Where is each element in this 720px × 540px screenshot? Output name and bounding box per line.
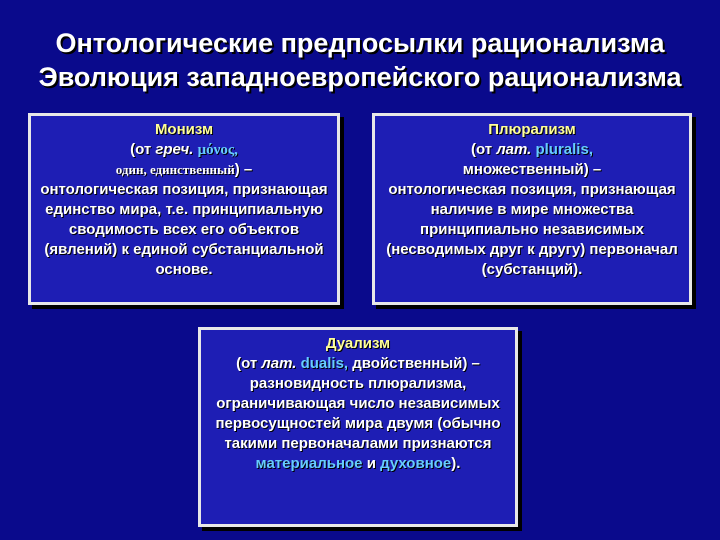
dualism-from-prefix: (от: [236, 355, 258, 372]
dualism-word: dualis,: [300, 355, 349, 372]
pluralism-card: [372, 113, 692, 305]
dualism-translation: двойственный) –: [352, 355, 480, 372]
pluralism-word: pluralis,: [535, 141, 593, 158]
pluralism-lang: лат.: [496, 141, 532, 158]
pluralism-title: Плюрализм: [488, 121, 576, 138]
dualism-body: разновидность плюрализма, ограничивающая число независимых первосущностей мира двумя (обычно такими первоначалами признаются: [215, 375, 501, 452]
pluralism-body: онтологическая позиция, признающая наличие в мире множества принципиально независимых (несводимых друг к другу) первоначал (субстанций).: [386, 181, 678, 278]
page-title: Онтологические предпосылки рационализма: [55, 28, 665, 58]
page-subtitle: Эволюция западноевропейского рационализма: [38, 62, 682, 92]
dualism-body-text: [207, 374, 509, 474]
dualism-term-material: материальное: [255, 455, 363, 472]
monism-translation: один, единственный: [115, 162, 235, 177]
monism-lang: греч.: [155, 141, 194, 158]
monism-etymology: [37, 140, 331, 160]
dualism-lang: лат.: [261, 355, 297, 372]
dualism-end: ).: [451, 455, 461, 472]
dualism-conj: и: [366, 455, 376, 472]
pluralism-from-prefix: (от: [471, 141, 493, 158]
dualism-term-spiritual: духовное: [380, 455, 452, 472]
pluralism-translation: множественный) –: [462, 161, 602, 178]
dualism-card: [198, 327, 518, 527]
dualism-etymology: [207, 354, 509, 374]
monism-translation-close: ) –: [234, 161, 253, 178]
monism-from-prefix: (от: [130, 141, 152, 158]
monism-word: μόνος,: [197, 142, 238, 158]
pluralism-etymology: [381, 140, 683, 160]
monism-body: онтологическая позиция, признающая единство мира, т.е. принципиальную сводимость всех его объектов (явлений) к единой субстанциальной основе.: [40, 181, 328, 278]
monism-title: Монизм: [154, 121, 214, 138]
monism-card: [28, 113, 340, 305]
monism-translation-line: [37, 160, 331, 180]
dualism-title: Дуализм: [325, 335, 391, 352]
